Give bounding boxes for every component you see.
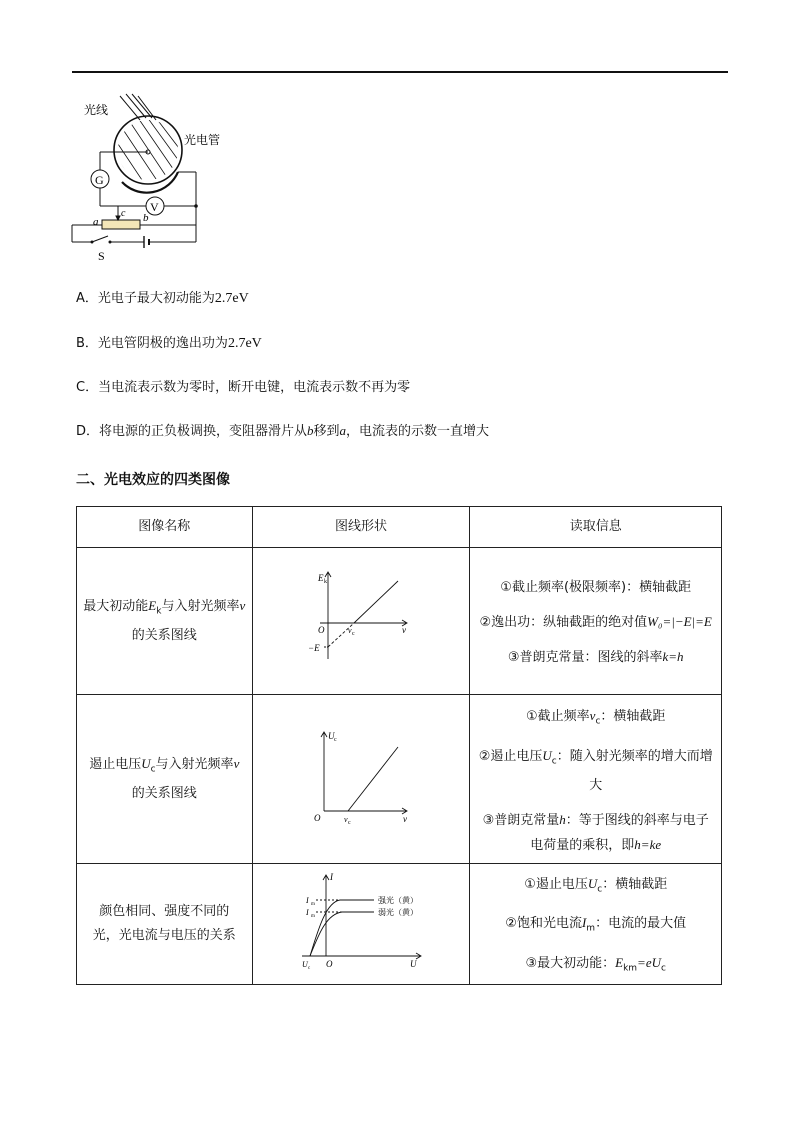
option-c: C．当电流表示数为零时，断开电键，电流表示数不再为零: [76, 380, 411, 395]
svg-text:c: c: [333, 736, 337, 743]
row1-name: 最大初动能$E_k$与入射光频率v的关系图线: [77, 548, 253, 695]
label-b: b: [143, 212, 149, 224]
table-row: [77, 864, 722, 985]
svg-text:v: v: [347, 625, 352, 635]
section-title: 二、光电效应的四类图像: [76, 472, 230, 488]
header-shape: 图线形状: [252, 507, 470, 548]
header-name: 图像名称: [77, 507, 253, 548]
svg-text:v: v: [401, 624, 406, 635]
current-vs-voltage-graph: [296, 870, 426, 970]
svg-text:U: U: [327, 730, 335, 741]
svg-text:I: I: [305, 895, 309, 905]
galvanometer-label: G: [95, 173, 104, 187]
svg-text:U: U: [301, 959, 308, 969]
svg-text:弱光（黄）: 弱光（黄）: [377, 907, 418, 917]
svg-text:O: O: [313, 812, 321, 823]
light-label: 光线: [84, 103, 109, 117]
table-row: [77, 548, 722, 695]
photoelectric-circuit-diagram: [70, 92, 230, 267]
option-a: A．光电子最大初动能为2.7eV: [76, 291, 249, 306]
svg-text:k: k: [323, 578, 327, 585]
svg-text:O: O: [325, 958, 333, 969]
ek-vs-frequency-graph: [306, 567, 416, 667]
header-info: 读取信息: [470, 507, 722, 548]
graph-table: [76, 506, 722, 985]
option-d: D．将电源的正负极调换，变阻器滑片从b移到a，电流表的示数一直增大: [76, 423, 490, 439]
svg-text:O: O: [317, 624, 325, 635]
svg-text:c: c: [307, 965, 311, 970]
svg-text:E: E: [317, 572, 324, 583]
header-rule: [72, 71, 728, 73]
svg-text:m: m: [310, 913, 315, 919]
label-c: c: [121, 208, 126, 219]
row3-name: 颜色相同、强度不同的 光，光电流与电压的关系: [77, 864, 253, 985]
svg-text:v: v: [343, 814, 348, 824]
row1-graph-cell: [252, 548, 470, 695]
row3-info: ①遏止电压$U_c$：横轴截距 ②饱和光电流$I_m$：电流的最大值 ③最大初动能：$E_{km}=eU_c$: [470, 864, 722, 985]
svg-text:c: c: [347, 819, 351, 825]
svg-text:U: U: [409, 958, 417, 969]
svg-text:I: I: [305, 907, 309, 917]
svg-text:m: m: [310, 901, 315, 907]
svg-text:强光（黄）: 强光（黄）: [377, 895, 418, 905]
tube-label: 光电管: [184, 133, 221, 147]
switch-label: S: [98, 249, 105, 263]
svg-text:−E: −E: [307, 642, 320, 653]
row3-graph-cell: [252, 864, 470, 985]
label-a: a: [93, 216, 99, 228]
uc-vs-frequency-graph: [306, 725, 416, 825]
svg-text:v: v: [402, 813, 407, 824]
row2-info: ①截止频率$v_c$：横轴截距 ②遏止电压$U_c$：随入射光频率的增大而增大 ③普朗克常量h：等于图线的斜率与电子电荷量的乘积，即h=ke: [470, 695, 722, 864]
option-b: B．光电管阴极的逸出功为2.7eV: [76, 336, 262, 351]
row2-name: 遏止电压$U_c$与入射光频率v的关系图线: [77, 695, 253, 864]
voltmeter-label: V: [150, 200, 159, 214]
row1-info: ①截止频率(极限频率)：横轴截距 ②逸出功：纵轴截距的绝对值W₀=|−E|=E ③普朗克常量：图线的斜率k=h: [470, 548, 722, 695]
row2-graph-cell: [252, 695, 470, 864]
table-row: [77, 695, 722, 864]
svg-text:c: c: [351, 630, 355, 637]
svg-text:I: I: [329, 871, 333, 882]
